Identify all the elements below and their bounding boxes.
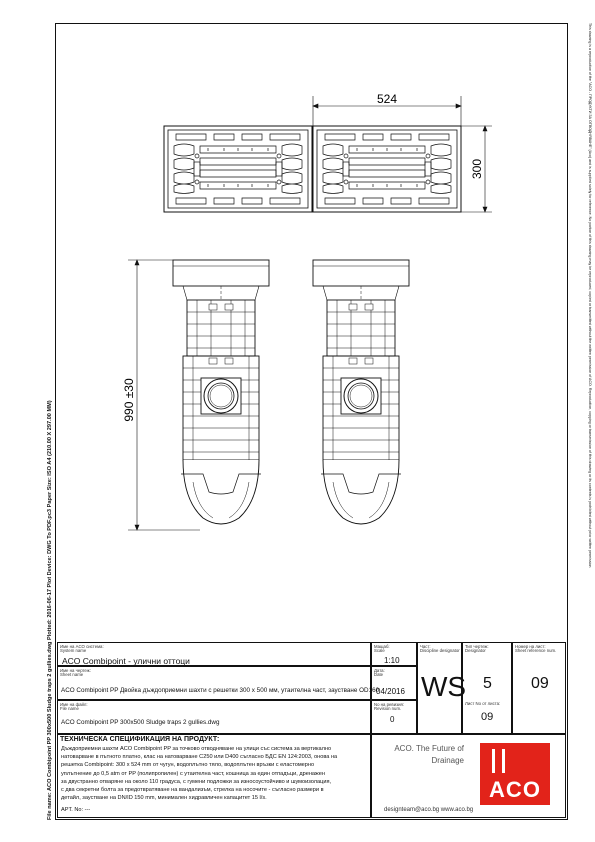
- spec-line: уплътнение до 0,5 atm от PP (полипропилен) с утаителна част, кошница за един отпадъци, дренажен: [61, 770, 325, 777]
- sheet-ref-label-en: Sheet reference num.: [515, 648, 557, 653]
- brand-cell: [371, 734, 566, 818]
- system-label: Име на ACO система:: [60, 644, 104, 649]
- file-label-en: File name: [60, 706, 79, 711]
- title-block: [57, 642, 566, 818]
- revision-value: 0: [390, 715, 395, 724]
- art-number: APT. No: ---: [61, 807, 91, 813]
- spec-title: ТЕХНИЧЕСКА СПЕЦИФИКАЦИЯ НА ПРОДУКТ:: [60, 736, 220, 743]
- part-cell: [417, 642, 467, 734]
- sheet-ref-cell: [512, 642, 566, 734]
- sheet-ref-value: 09: [531, 675, 549, 692]
- sheet-ref-label: Номер на лист:: [515, 644, 546, 649]
- sheet-number-label: Лист No от листа:: [465, 701, 501, 706]
- spec-cell: [57, 734, 371, 818]
- grating-top-view-left: [164, 126, 312, 212]
- system-label-en: System name: [60, 648, 87, 653]
- revision-cell: [371, 700, 417, 734]
- date-label: Дата:: [374, 668, 385, 673]
- total-height-dimension-label: 990 ±30: [122, 378, 136, 422]
- part-value: WS: [421, 671, 467, 702]
- logo-stripe: [492, 749, 495, 773]
- file-name-cell: [57, 700, 371, 734]
- spec-line: с два секретни болта за предотвратяване на вандализъм, стрелка на носочите - съгласно размери в: [61, 787, 324, 794]
- date-value: 04/2016: [376, 687, 405, 696]
- gully-side-view-left: [173, 260, 269, 524]
- spec-line: решетка Combipoint: 300 х 524 mm от чугун, водоплътно тяло, водоплътен връзки с еластомерно: [61, 762, 315, 769]
- date-cell: [371, 666, 417, 700]
- revision-label-en: Revision num.: [374, 706, 402, 711]
- scale-value: 1:10: [384, 656, 400, 665]
- scale-label: Мащаб:: [374, 644, 390, 649]
- logo-stripe: [502, 749, 505, 773]
- date-label-en: Date: [374, 672, 384, 677]
- sheet-number-value: 09: [481, 711, 494, 723]
- revision-label: No на ревизия:: [374, 702, 404, 707]
- drawing-label-en: Sheet name: [60, 672, 84, 677]
- grating-top-view-right: [313, 126, 461, 212]
- system-name: ACO Combipoint - улични оттоци: [62, 656, 190, 666]
- width-dimension-label: 524: [376, 92, 398, 106]
- file-label: Име на файл:: [60, 702, 88, 707]
- file-info-strip: File name: ACO Combipoint PP 300x500 Sludge traps 2 gullies.dwg Plotted: 2016-06-17 Plot Device: DWG To PDF.pc3 Paper Size: ISO A4 (210.00 X 297.00 MM): [47, 400, 53, 820]
- spec-line: за двустранно отваряне на около 110 градуса, с гумени подложки за износоустойчиво и шумоизолация,: [61, 778, 332, 785]
- sheet-type-label: Тип чертеж:: [465, 644, 489, 649]
- height-dimension-label: 300: [470, 158, 484, 180]
- drawing-name: ACO Combipoint PP Двойка дъждоприемни шахти с решетки 300 х 500 мм, утаителна част, заустване OD160: [61, 687, 380, 694]
- spec-line: Дъждоприемни шахти ACO Combipoint PP за точково отводняване на улици със система за вертикално: [61, 746, 332, 752]
- spec-line: натоварване в пътното платно, клас на натоварване C250 или D400 съгласно БДС EN 124:2003, онова на: [61, 754, 338, 761]
- scale-label-en: Scale: [374, 648, 385, 653]
- drawing-label: Име на чертеж:: [60, 668, 91, 673]
- copyright-strip: This drawing is a reproduction of the "ACO - ПРОДУКТИ ЗА ОТВОДНЯВАНЕ" (Aco) and is supplied solely for reference. No portion of this drawing may be reproduced, copied or transmitted without the written permission of ACO. Reproduction, copying or transmission of this drawing or its contents is prohibited without prior written permission.: [588, 23, 592, 569]
- contact: designteam@aco.bg www.aco.bg: [384, 807, 474, 813]
- sheet-type-cell: [462, 642, 512, 734]
- part-label-en: Discipline designator: [420, 648, 460, 653]
- aco-logo: [480, 743, 550, 805]
- gully-side-view-right: [313, 260, 409, 524]
- brand-tagline: ACO. The Future of Drainage: [394, 744, 464, 765]
- part-label: Част:: [420, 644, 431, 649]
- scale-cell: [371, 642, 417, 666]
- sheet-type-label-en: Designator: [465, 648, 486, 653]
- sheet-type-value: 5: [483, 675, 492, 692]
- system-cell: [57, 642, 371, 666]
- aco-logo-text: ACO: [489, 777, 541, 802]
- spec-body: [61, 745, 369, 802]
- file-name: ACO Combipoint PP 300x500 Sludge traps 2 gullies.dwg: [61, 719, 220, 726]
- spec-line: детайл, заустване на DN/ID 150 mm, минимален хидравличен капацитет 15 l/s.: [61, 795, 267, 802]
